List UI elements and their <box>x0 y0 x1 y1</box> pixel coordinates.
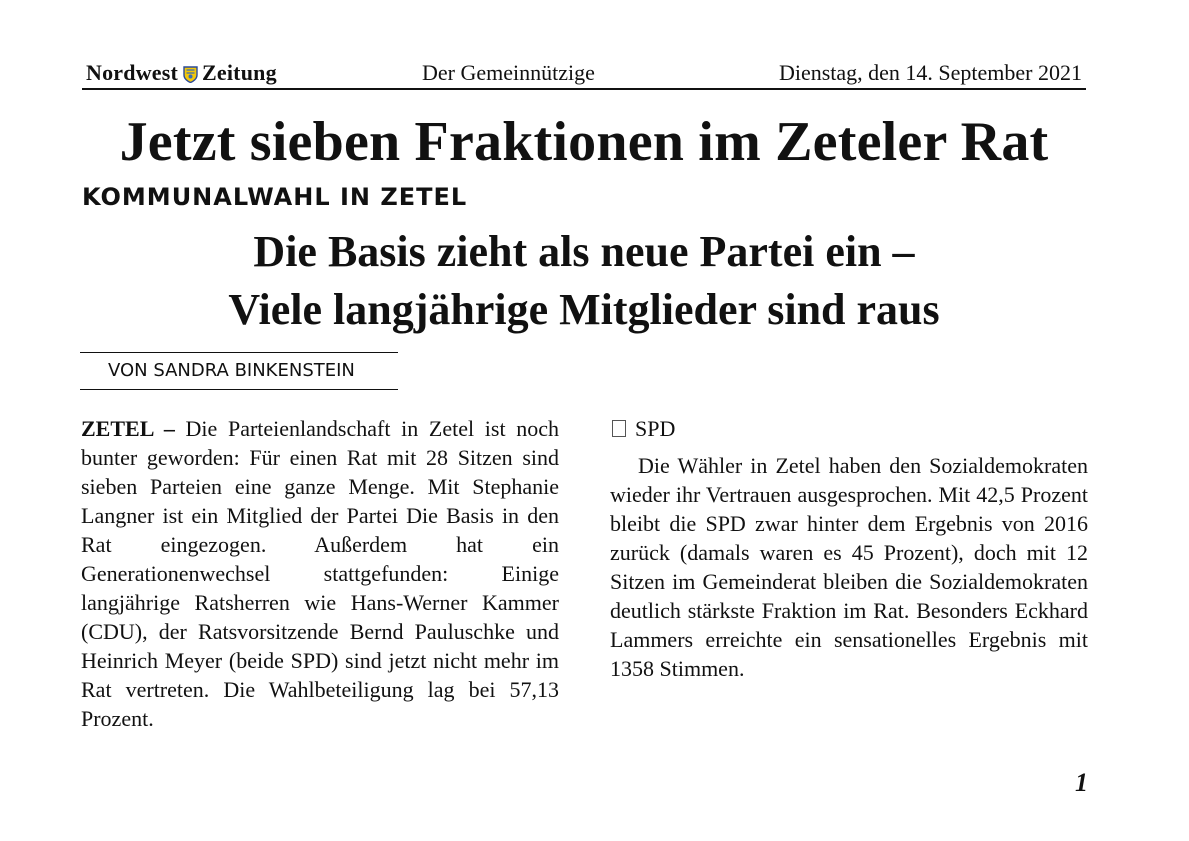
lead-paragraph <box>81 414 559 733</box>
article-subhead <box>82 223 1086 339</box>
section-paragraph: Die Wähler in Zetel haben den Sozialdemokraten wieder ihr Vertrauen ausgesprochen. Mit 42,5 Prozent bleibt die SPD zwar hinter dem Ergebnis von 2016 zurück (damals waren es 45 Prozent), doch mit 12 Sitzen im Gemeinderat bleiben die Sozialdemokraten deutlich stärkste Fraktion im Rat. Besonders Eckhard Lammers erreichte ein sensationelles Ergebnis mit 1358 Stimmen. <box>610 453 1088 681</box>
article-column-left <box>81 414 559 733</box>
checkbox-marker-icon <box>612 420 626 437</box>
article-column-right <box>610 414 1088 683</box>
subhead-line-1: Die Basis zieht als neue Partei ein – <box>253 227 915 276</box>
section-heading <box>612 414 1088 443</box>
masthead <box>82 58 1086 90</box>
crest-icon <box>183 66 198 83</box>
page-number: 1 <box>1075 768 1088 797</box>
article-headline: Jetzt sieben Fraktionen im Zeteler Rat <box>119 111 1049 173</box>
brand-name-left: Nordwest <box>86 60 179 85</box>
brand-name-right: Zeitung <box>202 60 277 85</box>
subhead-line-2: Viele langjährige Mitglieder sind raus <box>228 285 940 334</box>
section-name: Der Gemeinnützige <box>422 60 595 85</box>
section-heading-label: SPD <box>635 416 676 441</box>
byline: VON SANDRA BINKENSTEIN <box>80 352 398 390</box>
lead-text: Die Parteienlandschaft in Zetel ist noch bunter geworden: Für einen Rat mit 28 Sitzen sind sieben Parteien eine ganze Menge. Mit Stephanie Langner ist ein Mitglied der Partei Die Basis in den Rat eingezogen. Außerdem hat ein Generationenwechsel stattgefunden: Einige langjährige Ratsherren wie Hans-Werner Kammer (CDU), der Ratsvorsitzende Bernd Pauluschke und Heinrich Meyer (beide SPD) sind jetzt nicht mehr im Rat vertreten. Die Wahlbeteiligung lag bei 57,13 Prozent. <box>81 416 560 731</box>
article-kicker: KOMMUNALWAHL IN ZETEL <box>82 183 468 211</box>
issue-date: Dienstag, den 14. September 2021 <box>778 60 1082 85</box>
dateline: ZETEL – <box>81 416 175 441</box>
newspaper-brand <box>86 60 277 86</box>
